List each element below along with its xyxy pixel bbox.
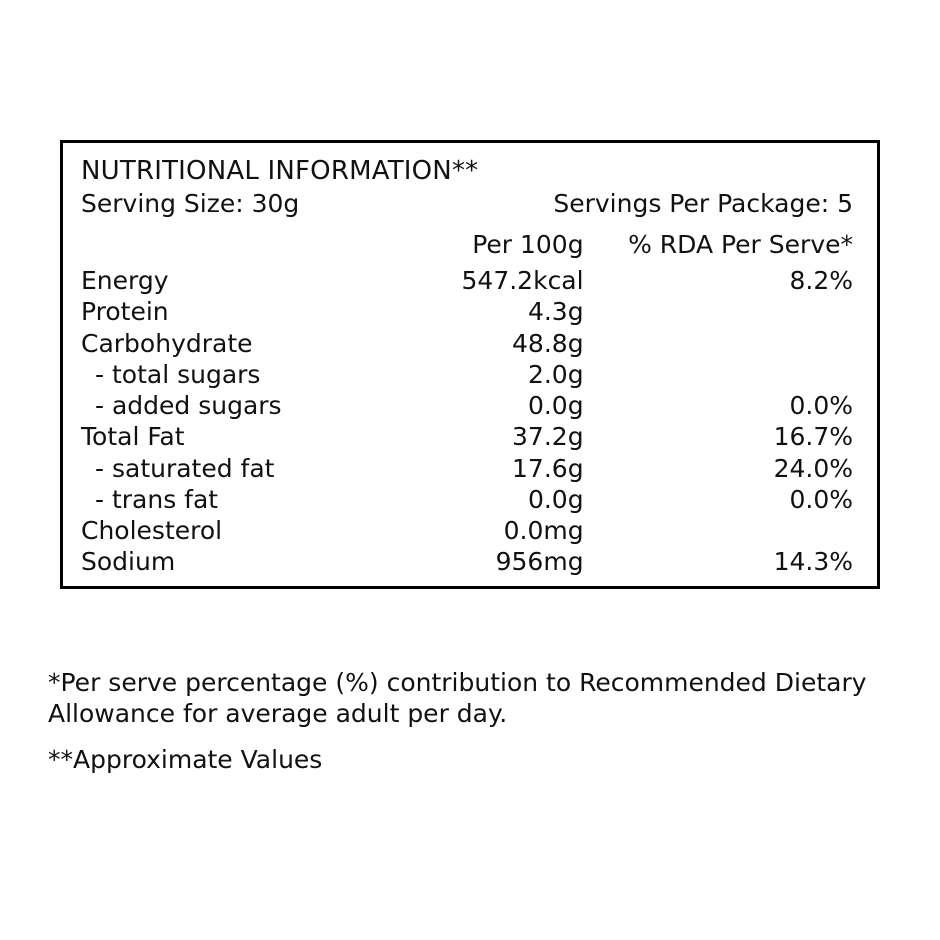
column-header-per-100g: Per 100g	[472, 229, 584, 259]
table-row	[81, 546, 859, 577]
table-body	[81, 265, 859, 578]
footnotes	[48, 668, 898, 776]
nutrient-per100: 0.0g	[527, 391, 584, 421]
nutrient-per100: 2.0g	[527, 359, 584, 389]
nutrient-name: - added sugars	[95, 391, 282, 421]
table-row	[81, 296, 859, 327]
nutrient-name: - total sugars	[95, 359, 261, 389]
nutrient-rda: 16.7%	[773, 422, 853, 452]
servings-per-package: Servings Per Package: 5	[553, 188, 853, 218]
table-row	[81, 453, 859, 484]
column-header-rda: % RDA Per Serve*	[628, 229, 853, 259]
nutrient-rda	[626, 515, 859, 546]
nutrient-name: - saturated fat	[95, 453, 275, 483]
nutrient-rda: 24.0%	[773, 453, 853, 483]
table-row	[81, 390, 859, 421]
nutrition-table	[81, 229, 859, 578]
table-header-row	[81, 229, 859, 265]
serving-size: Serving Size: 30g	[81, 188, 300, 218]
nutrient-per100: 48.8g	[512, 328, 584, 358]
nutrient-per100: 0.0mg	[503, 516, 584, 546]
nutrient-per100: 0.0g	[527, 484, 584, 514]
nutrient-per100: 956mg	[495, 547, 584, 577]
nutrient-rda	[626, 328, 859, 359]
table-header	[81, 229, 859, 265]
nutrient-name: - trans fat	[95, 484, 219, 514]
nutrient-per100: 37.2g	[512, 422, 584, 452]
nutrient-rda: 14.3%	[773, 547, 853, 577]
footnote-rda: *Per serve percentage (%) contribution to Recommended Dietary Allowance for average adult per day.	[48, 668, 867, 728]
nutrient-per100: 4.3g	[527, 297, 584, 327]
nutrient-rda: 0.0%	[789, 391, 853, 421]
table-row	[81, 328, 859, 359]
nutrient-name: Energy	[81, 266, 169, 296]
footnote-approx: **Approximate Values	[48, 745, 323, 774]
table-row	[81, 515, 859, 546]
nutrient-name: Sodium	[81, 547, 176, 577]
nutrient-per100: 17.6g	[512, 453, 584, 483]
nutrient-per100: 547.2kcal	[461, 266, 584, 296]
table-row	[81, 265, 859, 296]
nutrient-name: Carbohydrate	[81, 328, 253, 358]
nutrient-name: Cholesterol	[81, 516, 223, 546]
table-row	[81, 484, 859, 515]
column-header-name	[81, 229, 416, 265]
nutrient-rda: 8.2%	[789, 266, 853, 296]
nutrition-facts-panel	[60, 140, 880, 589]
serving-summary	[81, 189, 859, 219]
nutrient-rda	[626, 359, 859, 390]
table-row	[81, 421, 859, 452]
nutrient-rda: 0.0%	[789, 484, 853, 514]
nutrient-name: Total Fat	[81, 422, 185, 452]
page-title: NUTRITIONAL INFORMATION**	[81, 156, 479, 186]
nutrient-name: Protein	[81, 297, 169, 327]
nutrient-rda	[626, 296, 859, 327]
table-row	[81, 359, 859, 390]
